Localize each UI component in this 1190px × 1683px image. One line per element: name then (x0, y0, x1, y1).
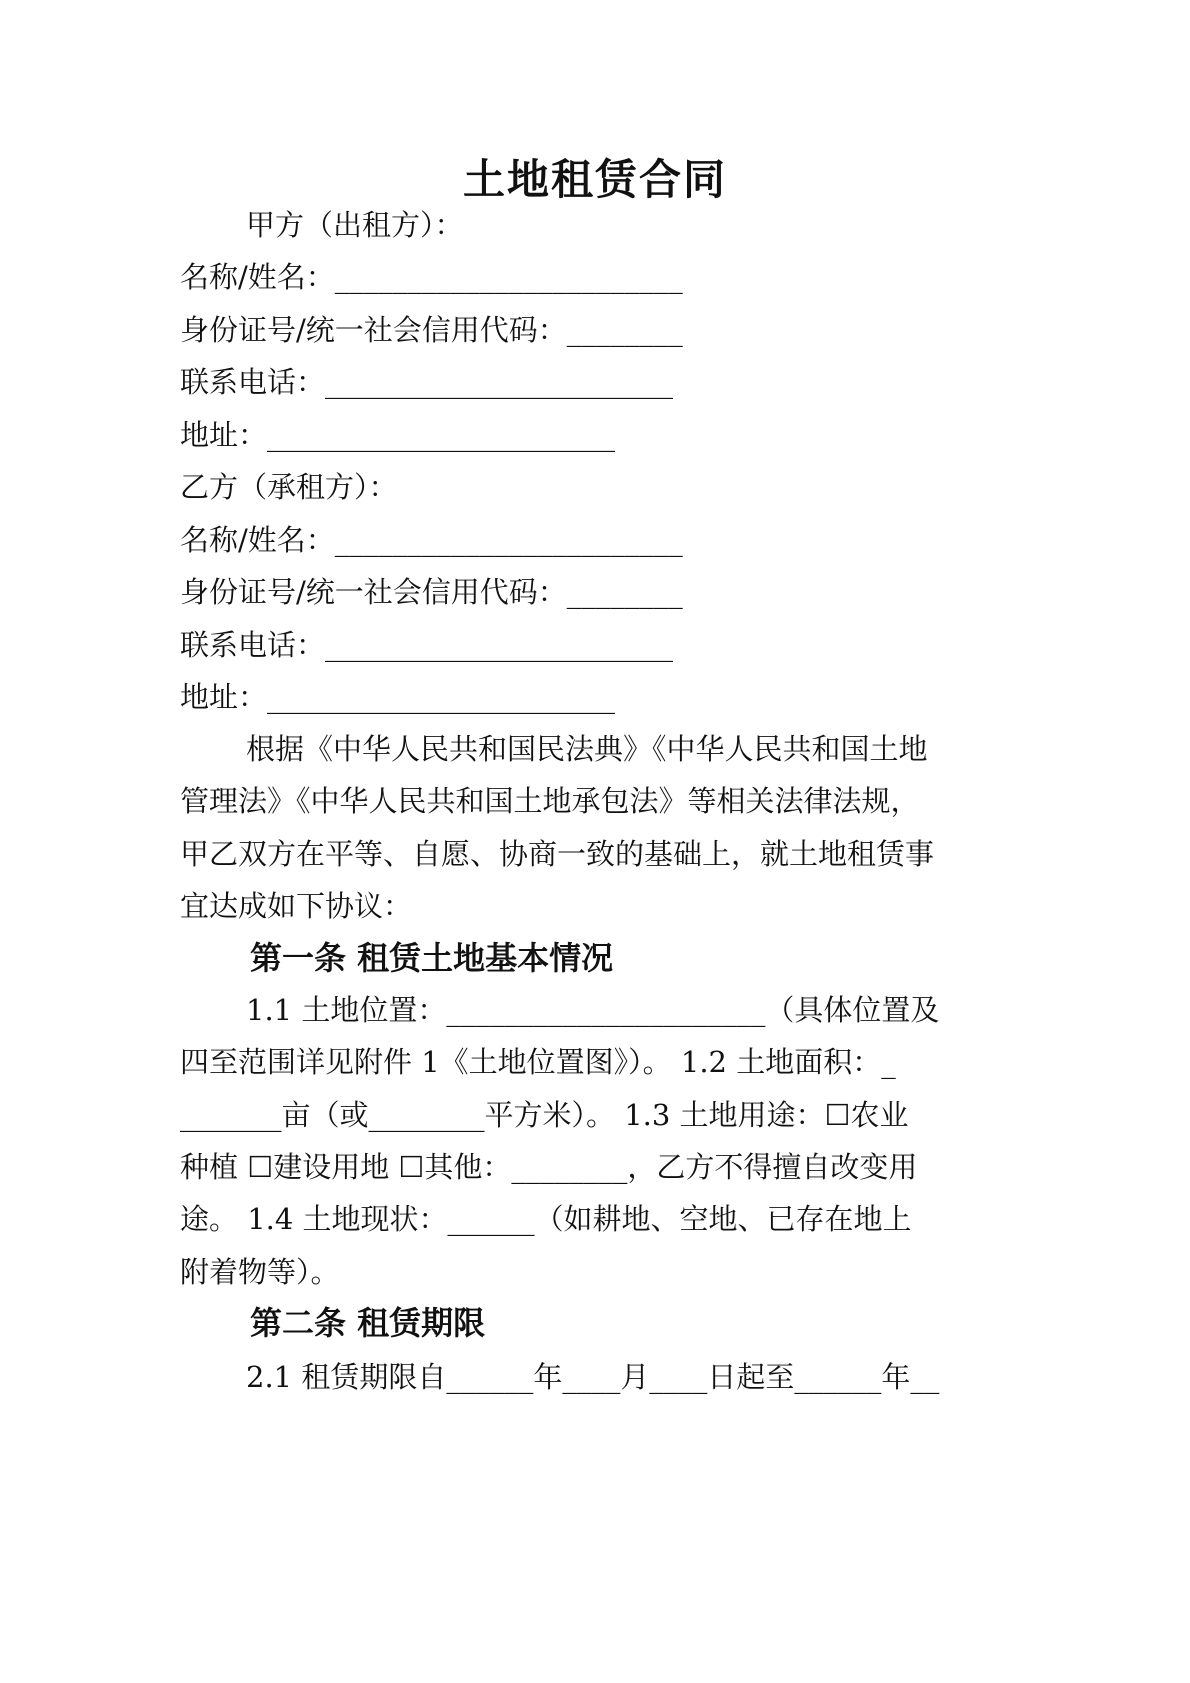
party-a-id-field: 身份证号/统一社会信用代码：________ (180, 313, 683, 347)
article-1-heading: 第一条 租赁土地基本情况 (250, 939, 614, 977)
party-a-heading: 甲方（出租方）： (246, 208, 464, 242)
article-1-line: _______亩（或________平方米）。 1.3 土地用途：☐农业 (180, 1098, 909, 1132)
article-1-line: 四至范围详见附件 1《土地位置图》）。 1.2 土地面积：_ (180, 1045, 896, 1079)
article-2-heading: 第二条 租赁期限 (250, 1304, 486, 1342)
article-1-line: 种植 ☐建设用地 ☐其他：________，乙方不得擅自改变用 (180, 1150, 918, 1184)
article-1-line: 附着物等）。 (180, 1255, 340, 1289)
document-title: 土地租赁合同 (462, 155, 727, 204)
party-b-heading: 乙方（承租方）： (180, 470, 398, 504)
party-a-name-field: 名称/姓名：________________________ (180, 260, 683, 294)
party-b-phone-field: 联系电话：________________________ (180, 628, 674, 662)
article-1-line: 途。 1.4 土地现状：______（如耕地、空地、已存在地上 (180, 1202, 912, 1236)
article-2-line: 2.1 租赁期限自______年____月____日起至______年__ (246, 1360, 940, 1394)
party-b-address-field: 地址：________________________ (180, 680, 616, 714)
preamble-line: 甲乙双方在平等、自愿、协商一致的基础上，就土地租赁事 (180, 837, 935, 871)
article-1-line: 1.1 土地位置：______________________（具体位置及 (246, 993, 940, 1027)
party-b-name-field: 名称/姓名：________________________ (180, 523, 683, 557)
preamble-line: 管理法》《中华人民共和国土地承包法》等相关法律法规， (180, 784, 920, 818)
party-a-address-field: 地址：________________________ (180, 418, 616, 452)
preamble-line: 宜达成如下协议： (180, 889, 413, 923)
party-a-phone-field: 联系电话：________________________ (180, 365, 674, 399)
preamble-line: 根据《中华人民共和国民法典》《中华人民共和国土地 (246, 732, 928, 766)
party-b-id-field: 身份证号/统一社会信用代码：________ (180, 575, 683, 609)
